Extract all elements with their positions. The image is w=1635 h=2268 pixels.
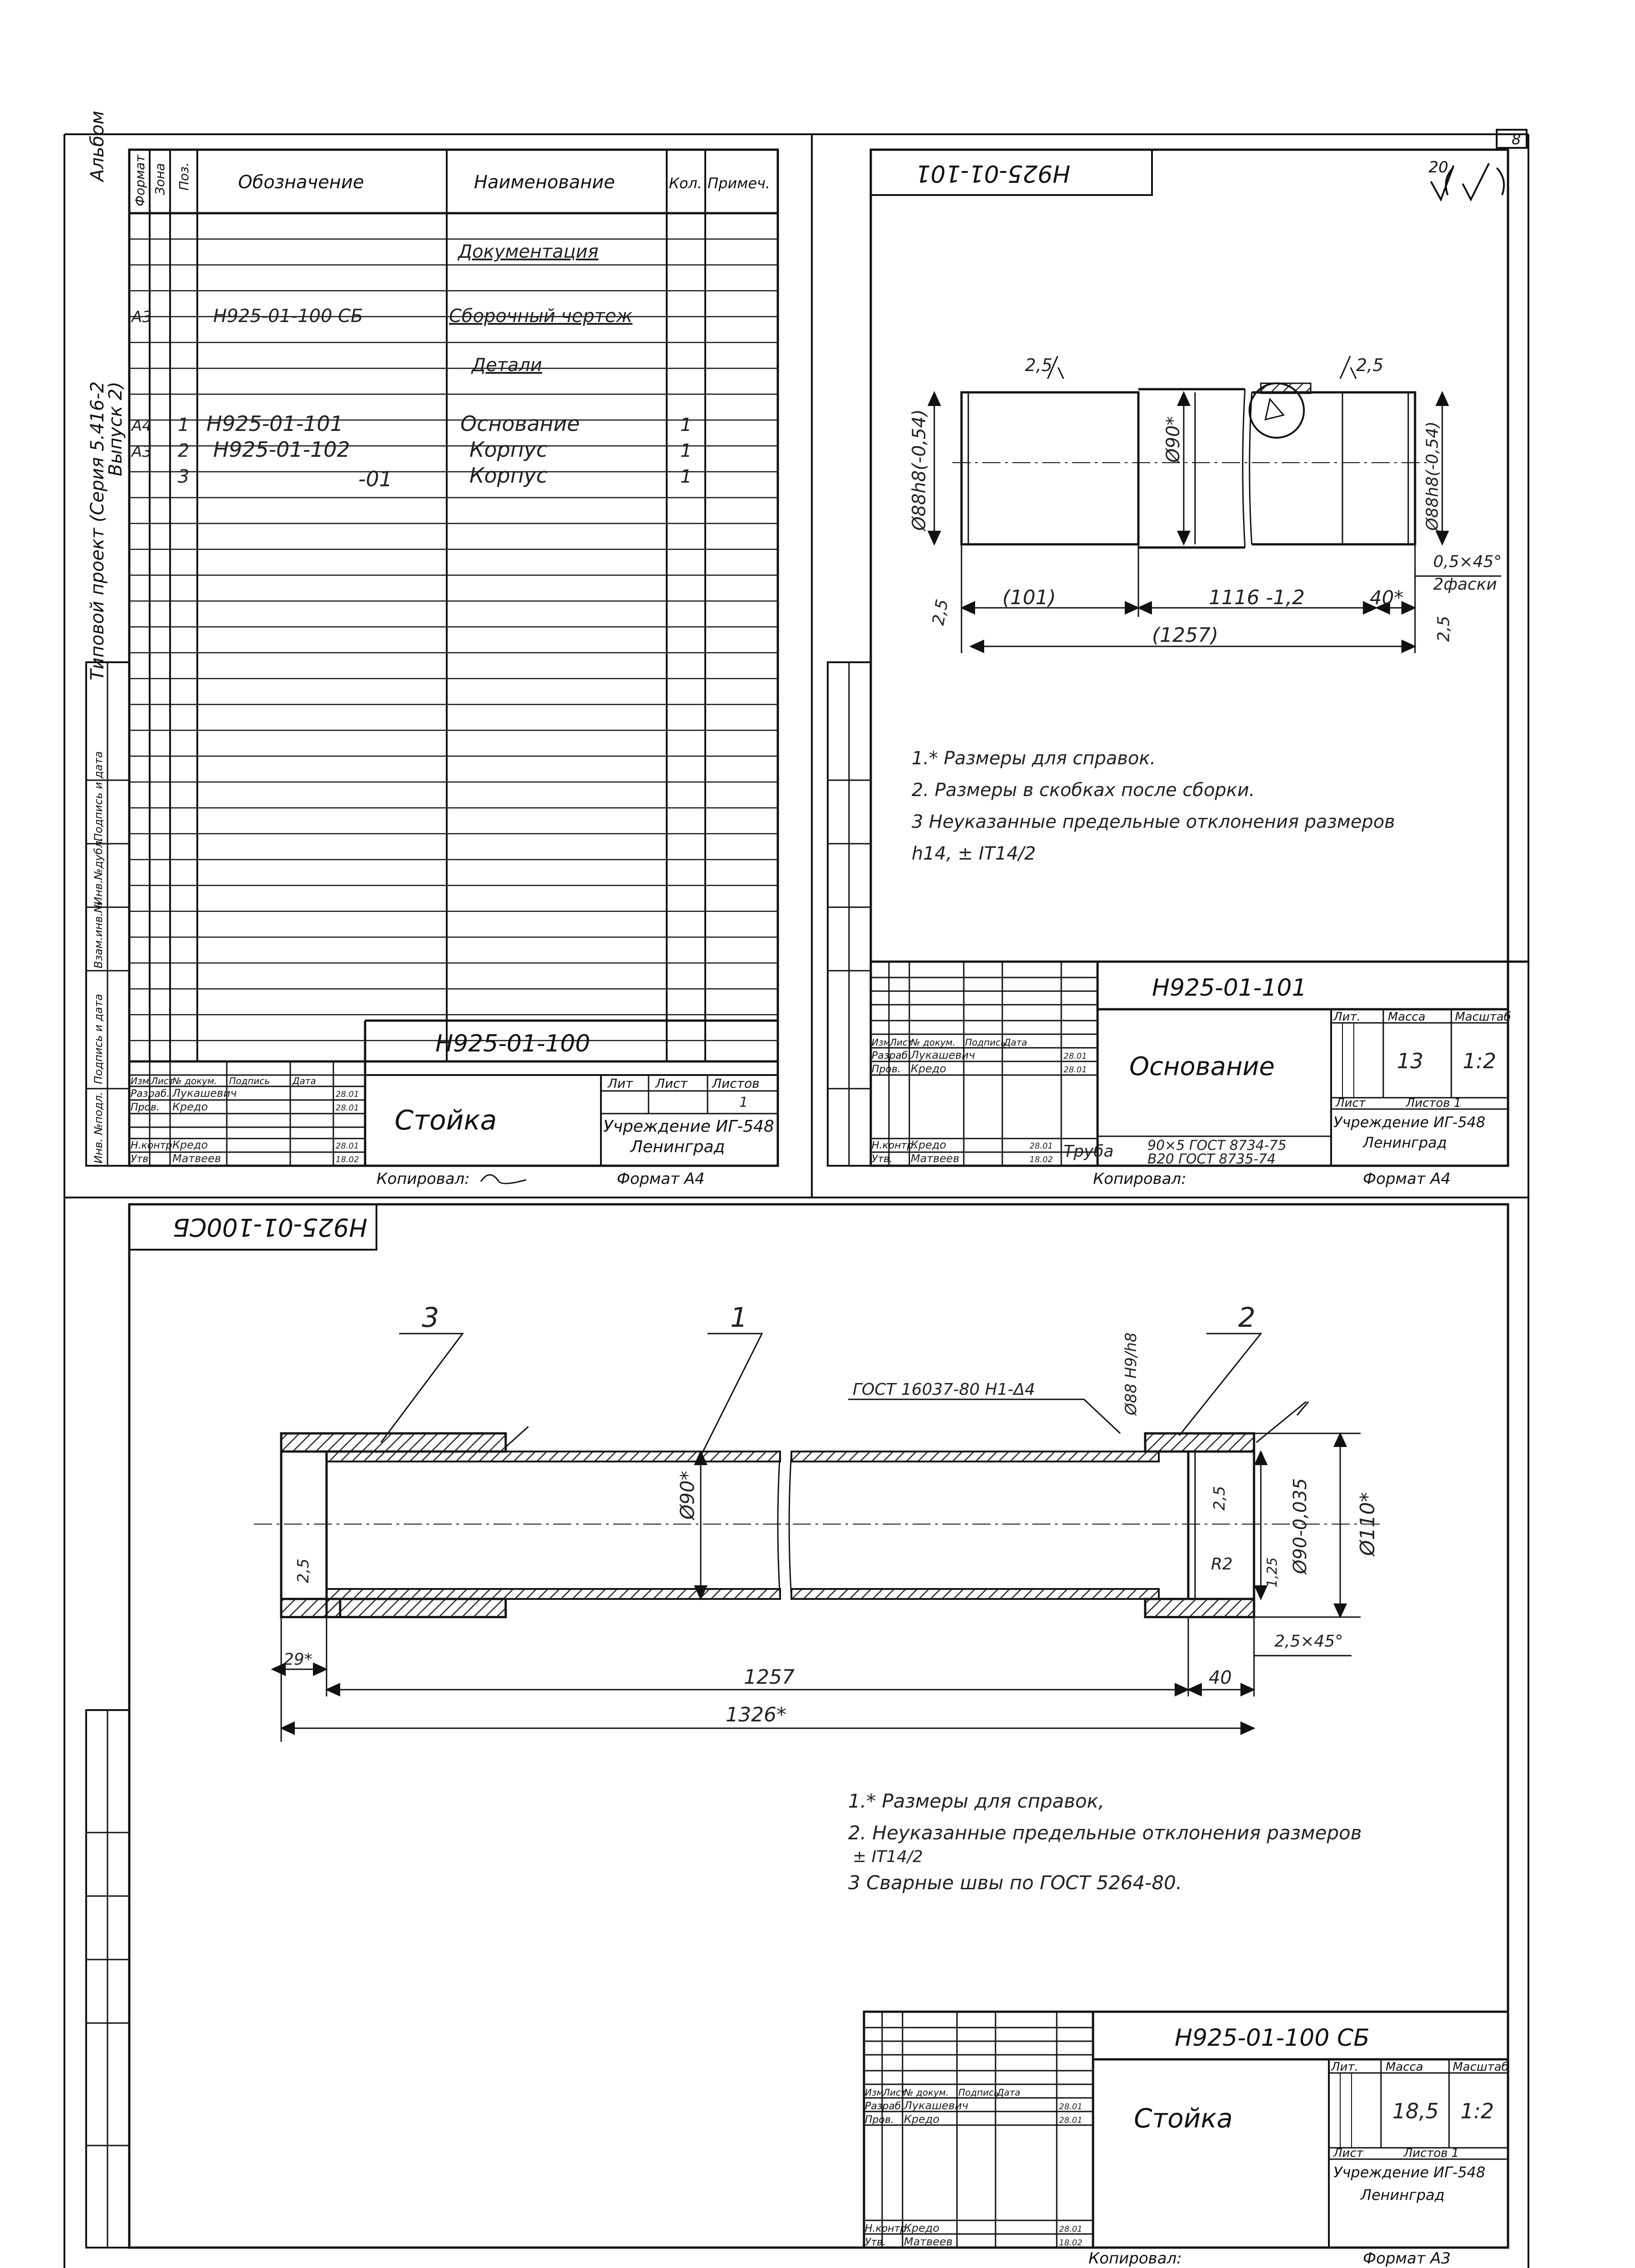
spec-row2-qty: 1 [680,440,692,461]
asm-tb-org: Учреждение ИГ-548 [1333,2164,1486,2181]
part-tb-mass-label: Масса [1388,1010,1425,1024]
part-dim-len-mid: 1116 -1,2 [1209,586,1305,609]
asm-tb-role3: Н.контр. [865,2223,910,2234]
assembly-view [254,1433,1383,1617]
corner-number: 8 [1512,131,1521,148]
asm-tb-role4: Утв. [865,2237,886,2248]
spec-row-lines [129,239,778,1041]
spec-tb-org: Учреждение ИГ-548 [603,1117,774,1136]
asm-tb-code: Н925-01-100 СБ [1175,2024,1370,2052]
series-line2: Типовой проект (Серия 5.416-2 [87,381,108,680]
part-tb-role3: Н.контр. [872,1140,917,1151]
asm-note-4: 3 Сварные швы по ГОСТ 5264-80. [848,1872,1182,1894]
spec-tb-date2: 28.01 [336,1103,359,1113]
margin-stamp-labels [92,751,105,1163]
part-note-2: 2. Размеры в скобках после сборки. [912,780,1255,801]
part-tb-scale-label: Масштаб [1455,1010,1511,1024]
spec-tb-col-izm: Изм [131,1075,149,1086]
part-tb-material3: В20 ГОСТ 8735-74 [1147,1151,1276,1167]
part-tb-date2: 28.01 [1064,1065,1087,1075]
asm-dim-r2: R2 [1211,1555,1233,1574]
asm-tb-name: Стойка [1134,2103,1233,2134]
spec-tb-sheets: Листов [712,1076,760,1091]
part-tb-sheets: Листов 1 [1406,1096,1461,1110]
spec-section-docs: Документация [458,241,599,262]
asm-tb-col-doc: № докум. [904,2087,949,2098]
part-tb-scale: 1:2 [1463,1049,1497,1073]
spec-row3-designation: -01 [358,467,393,491]
part-tb-col-list: Лист [890,1037,913,1048]
asm-tb-mass: 18,5 [1392,2099,1439,2123]
spec-tb-role1: Разраб. [131,1088,170,1100]
part-tb-name4: Матвеев [911,1152,960,1165]
part-tb-role2: Пров. [872,1064,901,1075]
part-stamp-code: Н925-01-101 [915,160,1070,187]
asm-dim-d-inner: Ø90* [676,1471,698,1520]
part-tb-name: Основание [1129,1052,1275,1081]
asm-dim-r-left: 2,5 [294,1558,312,1583]
series-block [87,111,126,680]
part-dimension-texts [909,355,1502,647]
spec-tb-name4: Матвеев [172,1152,221,1165]
part-tb-role4: Утв. [872,1154,893,1165]
asm-tb-scale-label: Масштаб [1453,2060,1509,2074]
part-note-1: 1.* Размеры для справок. [912,748,1156,769]
asm-tb-name2: Кредо [904,2113,940,2126]
spec-tb-code: Н925-01-100 [435,1030,591,1057]
spec-tb-col-date: Дата [293,1075,316,1086]
part-tb-copied: Копировал: [1093,1170,1186,1188]
spec-row2-name: Корпус [469,437,548,462]
part-notes [912,748,1395,864]
spec-tb-date1: 28.01 [336,1090,359,1099]
part-tb-code: Н925-01-101 [1152,974,1307,1002]
stamp-label-sign1: Подпись и дата [92,994,105,1084]
spec-row2-designation: Н925-01-102 [213,437,350,462]
part-tb-date4: 18.02 [1030,1155,1053,1164]
part-dim-r-left: 2,5 [1025,355,1053,375]
spec-tb-sheets-val: 1 [739,1095,748,1110]
assembly-stamp-code: Н925-01-100СБ [172,1213,367,1242]
spec-row2-format: А3 [132,443,152,461]
asm-dim-r125: 1,25 [1264,1557,1280,1588]
spec-tb-col-doc: № докум. [172,1075,217,1086]
spec-row1-designation: Н925-01-101 [206,411,343,436]
part-tb-material2: 90×5 ГОСТ 8734-75 [1147,1138,1287,1154]
part-dim-d-mid: Ø90* [1163,416,1184,463]
part-note-3: 3 Неуказанные предельные отклонения размеров [912,811,1395,832]
asm-tb-col-list: Лист [883,2087,906,2098]
part-note-4: h14, ± IT14/2 [912,843,1036,864]
asm-tb-lit: Лит. [1331,2060,1358,2074]
part-dim-chamfer-note: 2фаски [1433,575,1497,594]
asm-tb-format: Формат А3 [1363,2249,1451,2268]
spec-body [131,241,692,491]
series-line1: Альбом [87,111,108,181]
fit-symbol: Ø88 H9/h8 [1122,1332,1140,1415]
asm-dim-1326: 1326* [726,1703,786,1726]
part-tb-mass: 13 [1397,1049,1424,1073]
spec-tb-sheet: Лист [655,1076,688,1091]
asm-dim-r-small: 2,5 [1210,1486,1229,1510]
spec-section-parts: Детали [472,355,542,376]
asm-dim-1257: 1257 [744,1666,795,1689]
asm-dim-d-bore: Ø90-0,035 [1290,1478,1311,1574]
spec-tb-date4: 18.02 [336,1155,359,1164]
spec-row1-qty: 1 [680,415,692,435]
assembly-title-texts [865,2024,1509,2268]
spec-tb-col-list: Лист [151,1075,174,1086]
spec-header-pos: Поз. [176,162,191,191]
part-tb-lit: Лит. [1333,1010,1361,1024]
asm-note-1: 1.* Размеры для справок, [848,1790,1105,1812]
asm-tb-scale: 1:2 [1460,2099,1494,2123]
asm-tb-date2: 28.01 [1059,2116,1083,2125]
spec-row3-qty: 1 [680,466,692,487]
spec-copied-signature [481,1175,526,1183]
asm-note-2: 2. Неуказанные предельные отклонения размеров [848,1822,1362,1844]
part-tb-col-sign: Подпись [965,1037,1006,1048]
asm-dim-29: 29* [283,1650,312,1669]
assembly-callouts [422,1302,1255,1416]
asm-tb-name4: Матвеев [904,2235,953,2248]
part-view [952,383,1429,547]
asm-tb-col-date: Дата [997,2087,1020,2098]
assembly-stamp [173,1213,367,1242]
part-tb-material1: Труба [1064,1142,1114,1161]
series-line3: Выпуск 2) [105,381,126,476]
stamp-label-dubl: Инв.№дубл. [92,837,105,905]
asm-dim-d-outer: Ø110* [1356,1492,1379,1556]
asm-tb-sheets: Листов 1 [1404,2146,1459,2160]
assembly-frame [86,1204,1508,2248]
spec-tb-copied: Копировал: [376,1170,470,1188]
part-tb-date1: 28.01 [1064,1051,1087,1061]
spec-tb-name1: Лукашевич [172,1087,237,1100]
spec-asm-designation: Н925-01-100 СБ [213,306,363,327]
spec-row3-name: Корпус [469,463,548,488]
spec-tb-role3: Н.контр. [131,1140,176,1151]
part-dim-len-left: (101) [1002,586,1056,609]
spec-asm-format: А3 [132,308,152,326]
part-tb-col-date: Дата [1004,1037,1027,1048]
spec-headers [132,155,770,206]
spec-tb-date3: 28.01 [336,1141,359,1151]
callout-3: 3 [422,1302,439,1334]
spec-header-name: Наименование [474,172,615,193]
asm-tb-date4: 18.02 [1059,2238,1083,2248]
part-tb-date3: 28.01 [1030,1141,1053,1151]
weld-symbol: ГОСТ 16037-80 Н1-Δ4 [853,1380,1035,1399]
part-tb-name2: Кредо [911,1062,947,1075]
part-dim-end-right: 2,5 [1435,616,1453,642]
part-dim-end-left: 2,5 [929,598,952,627]
asm-note-3: ± IT14/2 [853,1848,923,1866]
asm-tb-role2: Пров. [865,2114,894,2126]
spec-tb-col-sign: Подпись [229,1075,270,1086]
spec-row1-pos: 1 [178,415,190,435]
spec-header-zone: Зона [152,163,167,195]
assembly-notes [848,1790,1362,1894]
part-tb-col-doc: № докум. [911,1037,956,1048]
part-title-texts [872,974,1511,1188]
spec-header-format: Формат [132,155,147,206]
asm-dim-40: 40 [1209,1667,1232,1688]
part-tb-name3: Кредо [911,1139,947,1151]
roughness-value: 20 [1429,158,1449,176]
spec-tb-city: Ленинград [630,1138,725,1156]
spec-header-designation: Обозначение [238,172,364,193]
stamp-label-sign2: Подпись и дата [92,751,105,841]
part-tb-org: Учреждение ИГ-548 [1333,1114,1486,1131]
part-tb-format: Формат А4 [1363,1170,1451,1188]
spec-row3-pos: 3 [178,466,190,487]
asm-tb-date3: 28.01 [1059,2224,1083,2234]
callout-1: 1 [730,1302,748,1334]
part-tb-city: Ленинград [1363,1134,1447,1151]
spec-frame [86,150,778,1166]
spec-header-note: Примеч. [708,175,771,192]
part-dim-chamfer: 0,5×45° [1433,552,1502,571]
spec-tb-role4: Утв. [131,1154,152,1165]
spec-header-qty: Кол. [669,175,702,192]
part-tb-sheet: Лист [1336,1096,1366,1110]
spec-row1-name: Основание [460,411,580,436]
part-dim-d-left: Ø88h8(-0,54) [909,409,930,531]
asm-tb-role1: Разраб. [865,2101,904,2112]
part-stamp [916,160,1070,187]
spec-tb-name: Стойка [395,1105,497,1136]
assembly-dimension-lines [272,1433,1361,1742]
spec-asm-name: Сборочный чертеж [449,306,633,327]
callout-2: 2 [1238,1302,1256,1334]
asm-tb-mass-label: Масса [1386,2060,1423,2074]
part-tb-name1: Лукашевич [911,1049,976,1061]
part-dim-len-right: 40* [1370,587,1404,609]
part-tb-col-izm: Изм [872,1037,890,1048]
part-tb-role1: Разраб. [872,1050,911,1061]
asm-tb-name1: Лукашевич [904,2099,969,2112]
asm-tb-sheet: Лист [1333,2146,1363,2160]
part-dim-r-right: 2,5 [1356,355,1384,375]
asm-tb-date1: 28.01 [1059,2102,1083,2112]
asm-tb-city: Ленинград [1361,2186,1445,2204]
asm-tb-col-izm: Изм [865,2087,883,2098]
asm-tb-col-sign: Подпись [958,2087,999,2098]
spec-tb-role2: Пров. [131,1102,160,1113]
asm-tb-copied: Копировал: [1088,2249,1182,2268]
asm-tb-name3: Кредо [904,2222,940,2234]
spec-tb-format: Формат А4 [617,1170,705,1188]
spec-tb-name2: Кредо [172,1100,208,1113]
part-dim-len-total: (1257) [1152,624,1219,647]
part-dim-d-right: Ø88h8(-0,54) [1423,421,1442,531]
spec-tb-lit: Лит [608,1076,633,1091]
spec-tb-name3: Кредо [172,1139,208,1151]
stamp-label-inv: Инв. №подл. [92,1092,105,1163]
asm-dim-chamfer: 2,5×45° [1274,1632,1343,1651]
spec-row2-pos: 2 [178,440,190,461]
spec-row1-format: А4 [132,417,152,435]
stamp-label-zam: Взам.инв.№ [92,901,105,968]
